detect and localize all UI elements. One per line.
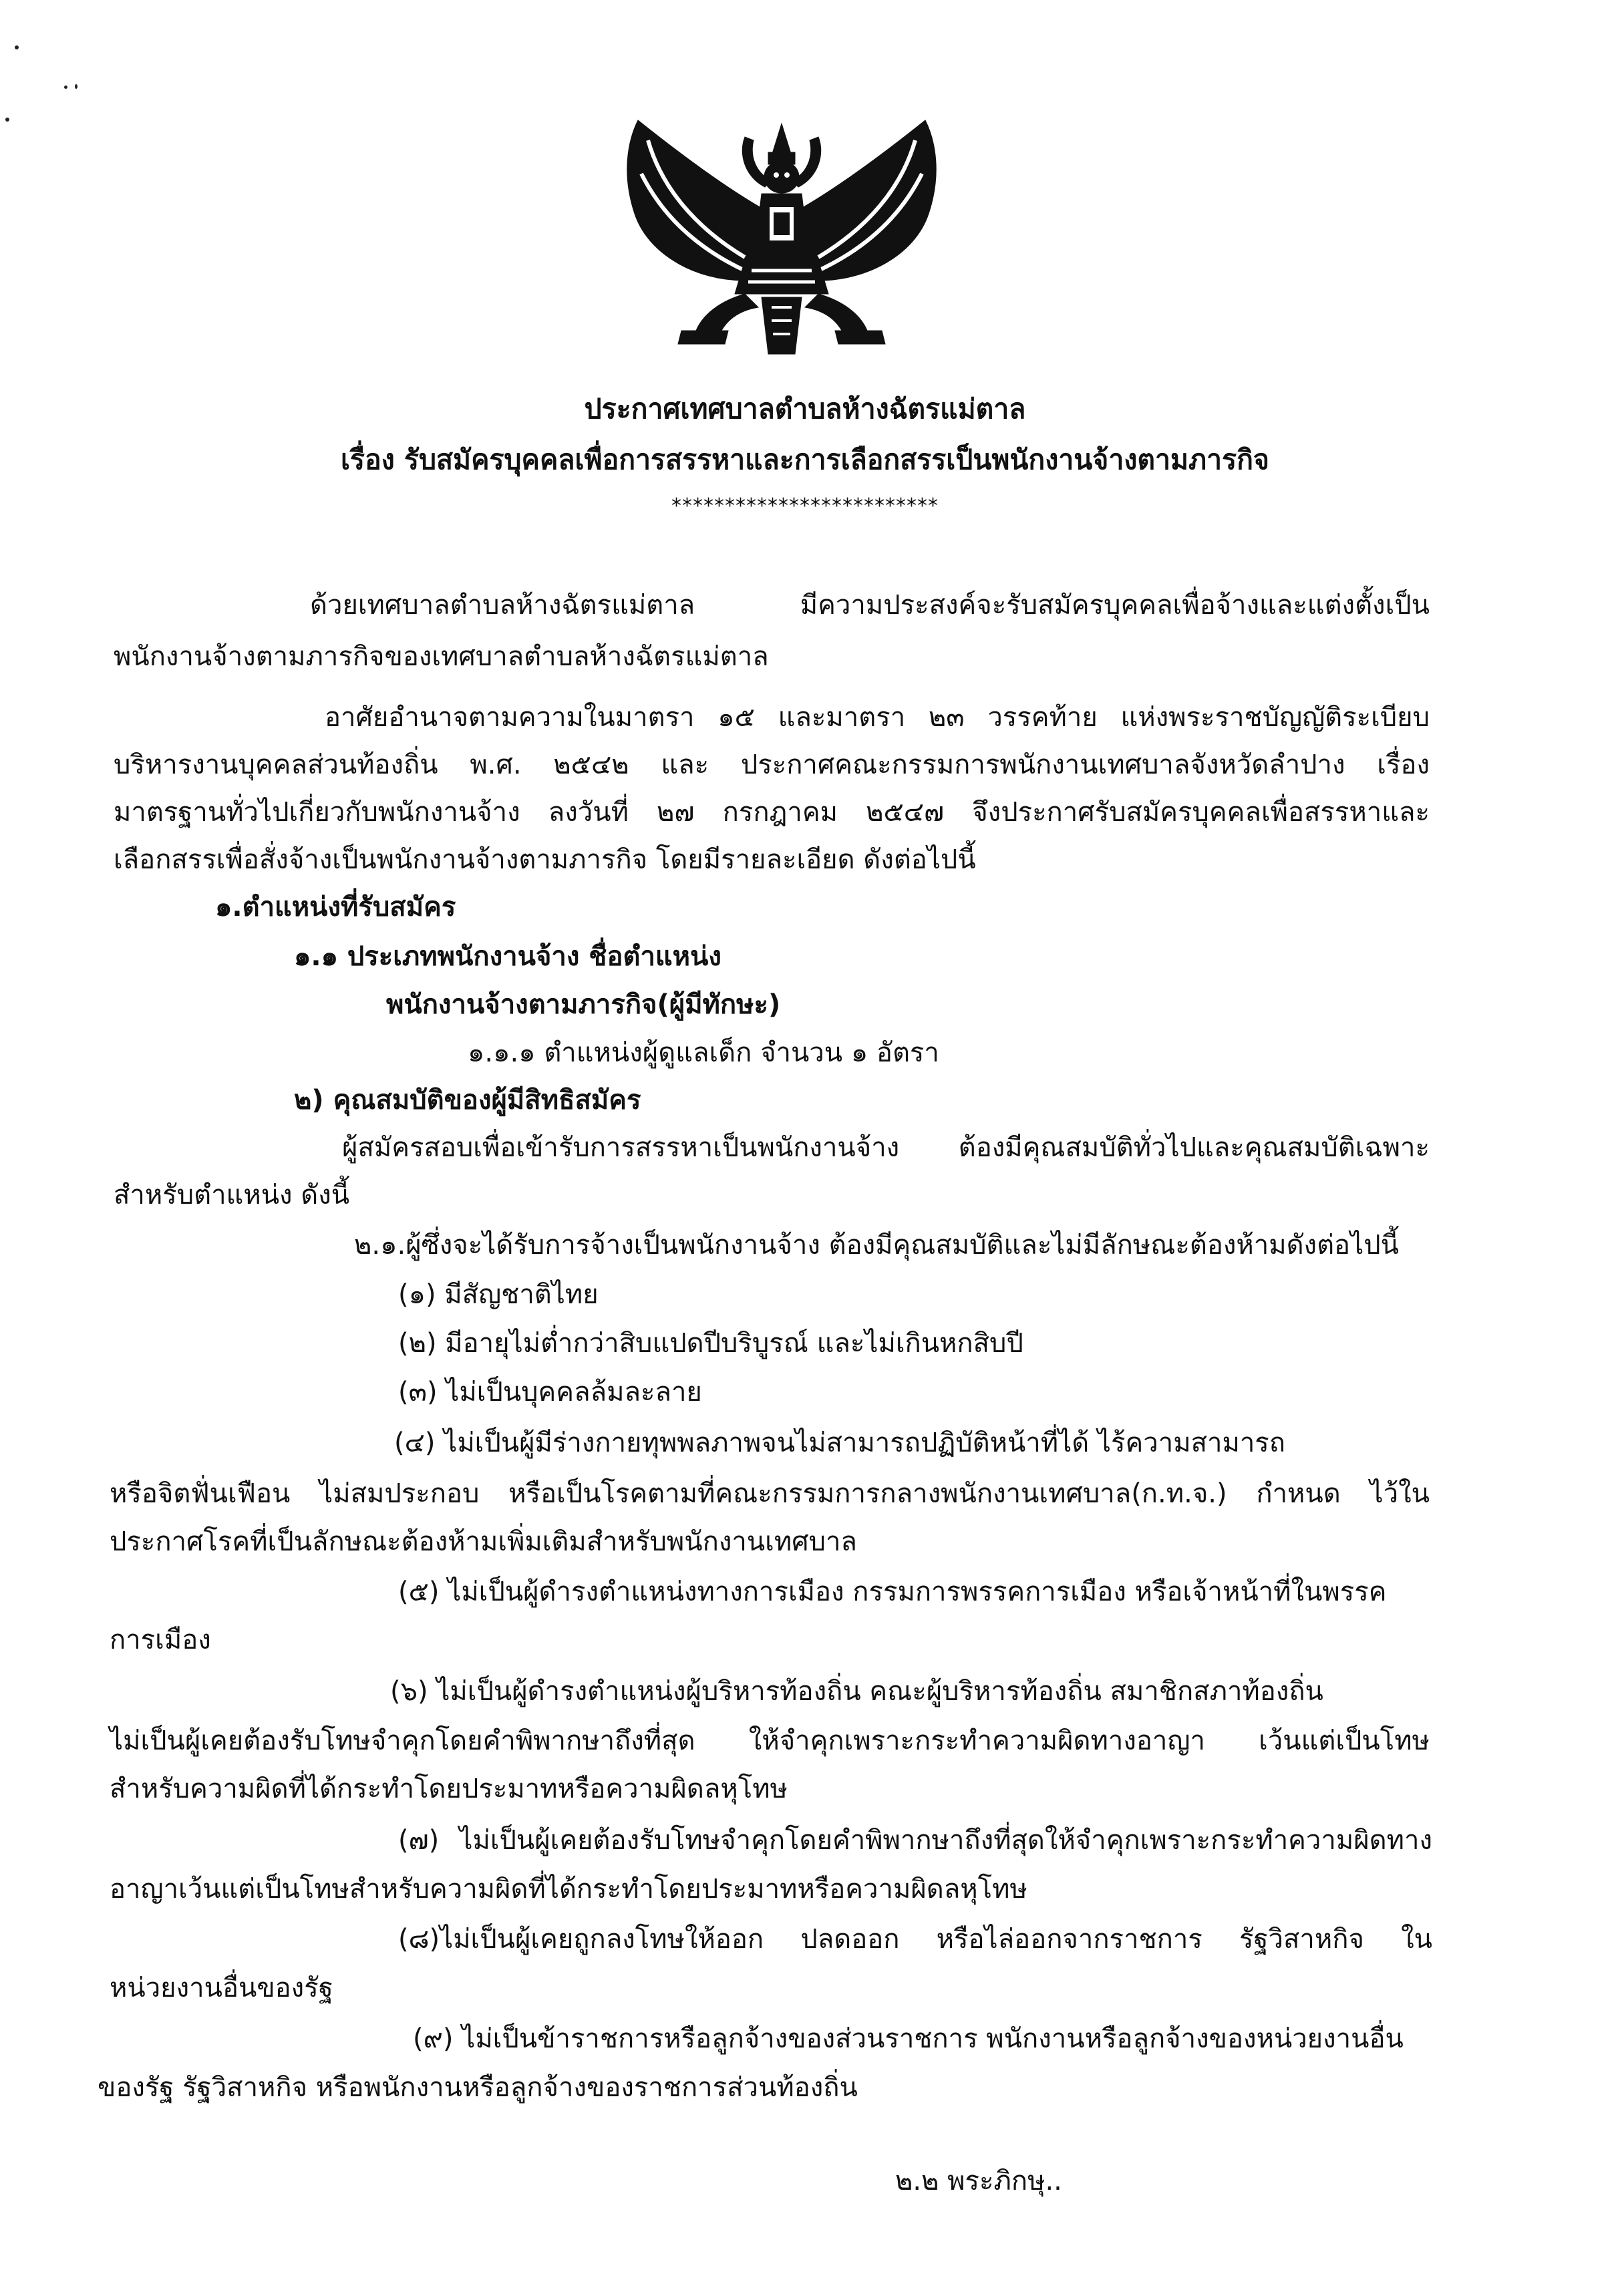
qualification-8-line-1: (๘)ไม่เป็นผู้เคยถูกลงโทษให้ออก ปลดออก หรือไล่ออกจากราชการ รัฐวิสาหกิจ ใน — [398, 1924, 1432, 1955]
qualification-5-line-1: (๕) ไม่เป็นผู้ดำรงตำแหน่งทางการเมือง กรรมการพรรคการเมือง หรือเจ้าหน้าที่ในพรรค — [398, 1577, 1387, 1607]
section-1-1-subheading: พนักงานจ้างตามภารกิจ(ผู้มีทักษะ) — [386, 989, 781, 1020]
scan-speck — [75, 84, 77, 89]
scan-speck — [15, 45, 19, 49]
garuda-emblem — [601, 114, 962, 361]
document-subject: เรื่อง รับสมัครบุคคลเพื่อการสรรหาและการเลือกสรรเป็นพนักงานจ้างตามภารกิจ — [341, 444, 1269, 476]
qualification-8-line-2: หน่วยงานอื่นของรัฐ — [110, 1973, 333, 2003]
qualification-4-line-1: (๔) ไม่เป็นผู้มีร่างกายทุพพลภาพจนไม่สามารถปฏิบัติหน้าที่ได้ ไร้ความสามารถ — [394, 1428, 1285, 1458]
document-title: ประกาศเทศบาลตำบลห้างฉัตรแม่ตาล — [584, 393, 1026, 425]
authority-line-2: บริหารงานบุคคลส่วนท้องถิ่น พ.ศ. ๒๕๔๒ และ ประกาศคณะกรรมการพนักงานเทศบาลจังหวัดลำปาง เรื่อง — [114, 750, 1430, 780]
section-2-intro-line-2: สำหรับตำแหน่ง ดังนี้ — [114, 1180, 350, 1210]
section-2-heading: ๒) คุณสมบัติของผู้มีสิทธิสมัคร — [294, 1085, 641, 1116]
qualification-4-line-3: ประกาศโรคที่เป็นลักษณะต้องห้ามเพิ่มเติมสำหรับพนักงานเทศบาล — [110, 1526, 857, 1557]
qualification-7-line-1: (๗) ไม่เป็นผู้เคยต้องรับโทษจำคุกโดยคำพิพากษาถึงที่สุดให้จำคุกเพราะกระทำความผิดทาง — [398, 1825, 1432, 1856]
qualification-9-line-2: ของรัฐ รัฐวิสาหกิจ หรือพนักงานหรือลูกจ้างของราชการส่วนท้องถิ่น — [98, 2072, 858, 2103]
authority-line-4: เลือกสรรเพื่อสั่งจ้างเป็นพนักงานจ้างตามภารกิจ โดยมีรายละเอียด ดังต่อไปนี้ — [114, 844, 976, 875]
qualification-1: (๑) มีสัญชาติไทย — [398, 1279, 599, 1310]
intro-line-1: ด้วยเทศบาลตำบลห้างฉัตรแม่ตาล มีความประสงค์จะรับสมัครบุคคลเพื่อจ้างและแต่งตั้งเป็น — [310, 590, 1430, 621]
section-1-heading: ๑.ตำแหน่งที่รับสมัคร — [215, 892, 456, 923]
intro-line-2: พนักงานจ้างตามภารกิจของเทศบาลตำบลห้างฉัตรแม่ตาล — [114, 641, 769, 672]
qualification-5-line-2: การเมือง — [110, 1625, 211, 1655]
qualification-6-line-3: สำหรับความผิดที่ได้กระทำโดยประมาทหรือความผิดลหุโทษ — [110, 1774, 788, 1804]
qualification-2: (๒) มีอายุไม่ต่ำกว่าสิบแปดปีบริบูรณ์ และไม่เกินหกสิบปี — [398, 1328, 1023, 1359]
section-1-1-1-position: ๑.๑.๑ ตำแหน่งผู้ดูแลเด็ก จำนวน ๑ อัตรา — [468, 1037, 939, 1068]
qualification-6-line-1: (๖) ไม่เป็นผู้ดำรงตำแหน่งผู้บริหารท้องถิ่น คณะผู้บริหารท้องถิ่น สมาชิกสภาท้องถิ่น — [390, 1676, 1323, 1707]
scan-speck — [64, 86, 67, 89]
authority-line-3: มาตรฐานทั่วไปเกี่ยวกับพนักงานจ้าง ลงวันที่ ๒๗ กรกฎาคม ๒๕๔๗ จึงประกาศรับสมัครบุคคลเพื่อสรรหาและ — [114, 797, 1430, 828]
qualification-9-line-1: (๙) ไม่เป็นข้าราชการหรือลูกจ้างของส่วนราชการ พนักงานหรือลูกจ้างของหน่วยงานอื่น — [413, 2023, 1404, 2054]
qualification-3: (๓) ไม่เป็นบุคคลล้มละลาย — [398, 1377, 702, 1408]
qualification-7-line-2: อาญาเว้นแต่เป็นโทษสำหรับความผิดที่ได้กระทำโดยประมาทหรือความผิดลหุโทษ — [110, 1874, 1027, 1905]
qualification-6-line-2: ไม่เป็นผู้เคยต้องรับโทษจำคุกโดยคำพิพากษาถึงที่สุด ให้จำคุกเพราะกระทำความผิดทางอาญา เว้นแต่เป็นโทษ — [110, 1726, 1430, 1756]
scan-speck — [5, 118, 9, 122]
qualification-4-line-2: หรือจิตฟั่นเฟือน ไม่สมประกอบ หรือเป็นโรคตามที่คณะกรรมการกลางพนักงานเทศบาล(ก.ท.จ.) กำหนด ไว้ใน — [110, 1478, 1430, 1509]
authority-line-1: อาศัยอำนาจตามความในมาตรา ๑๕ และมาตรา ๒๓ วรรคท้าย แห่งพระราชบัญญัติระเบียบ — [325, 702, 1430, 733]
section-1-1-heading: ๑.๑ ประเภทพนักงานจ้าง ชื่อตำแหน่ง — [294, 941, 721, 972]
title-separator: ************************* — [671, 494, 939, 518]
section-2-intro-line-1: ผู้สมัครสอบเพื่อเข้ารับการสรรหาเป็นพนักงานจ้าง ต้องมีคุณสมบัติทั่วไปและคุณสมบัติเฉพาะ — [342, 1132, 1430, 1163]
page-continuation-marker: ๒.๒ พระภิกษุ.. — [895, 2166, 1062, 2196]
section-2-1-statement: ๒.๑.ผู้ซึ่งจะได้รับการจ้างเป็นพนักงานจ้าง ต้องมีคุณสมบัติและไม่มีลักษณะต้องห้ามดังต่อไปนี้ — [354, 1230, 1399, 1261]
